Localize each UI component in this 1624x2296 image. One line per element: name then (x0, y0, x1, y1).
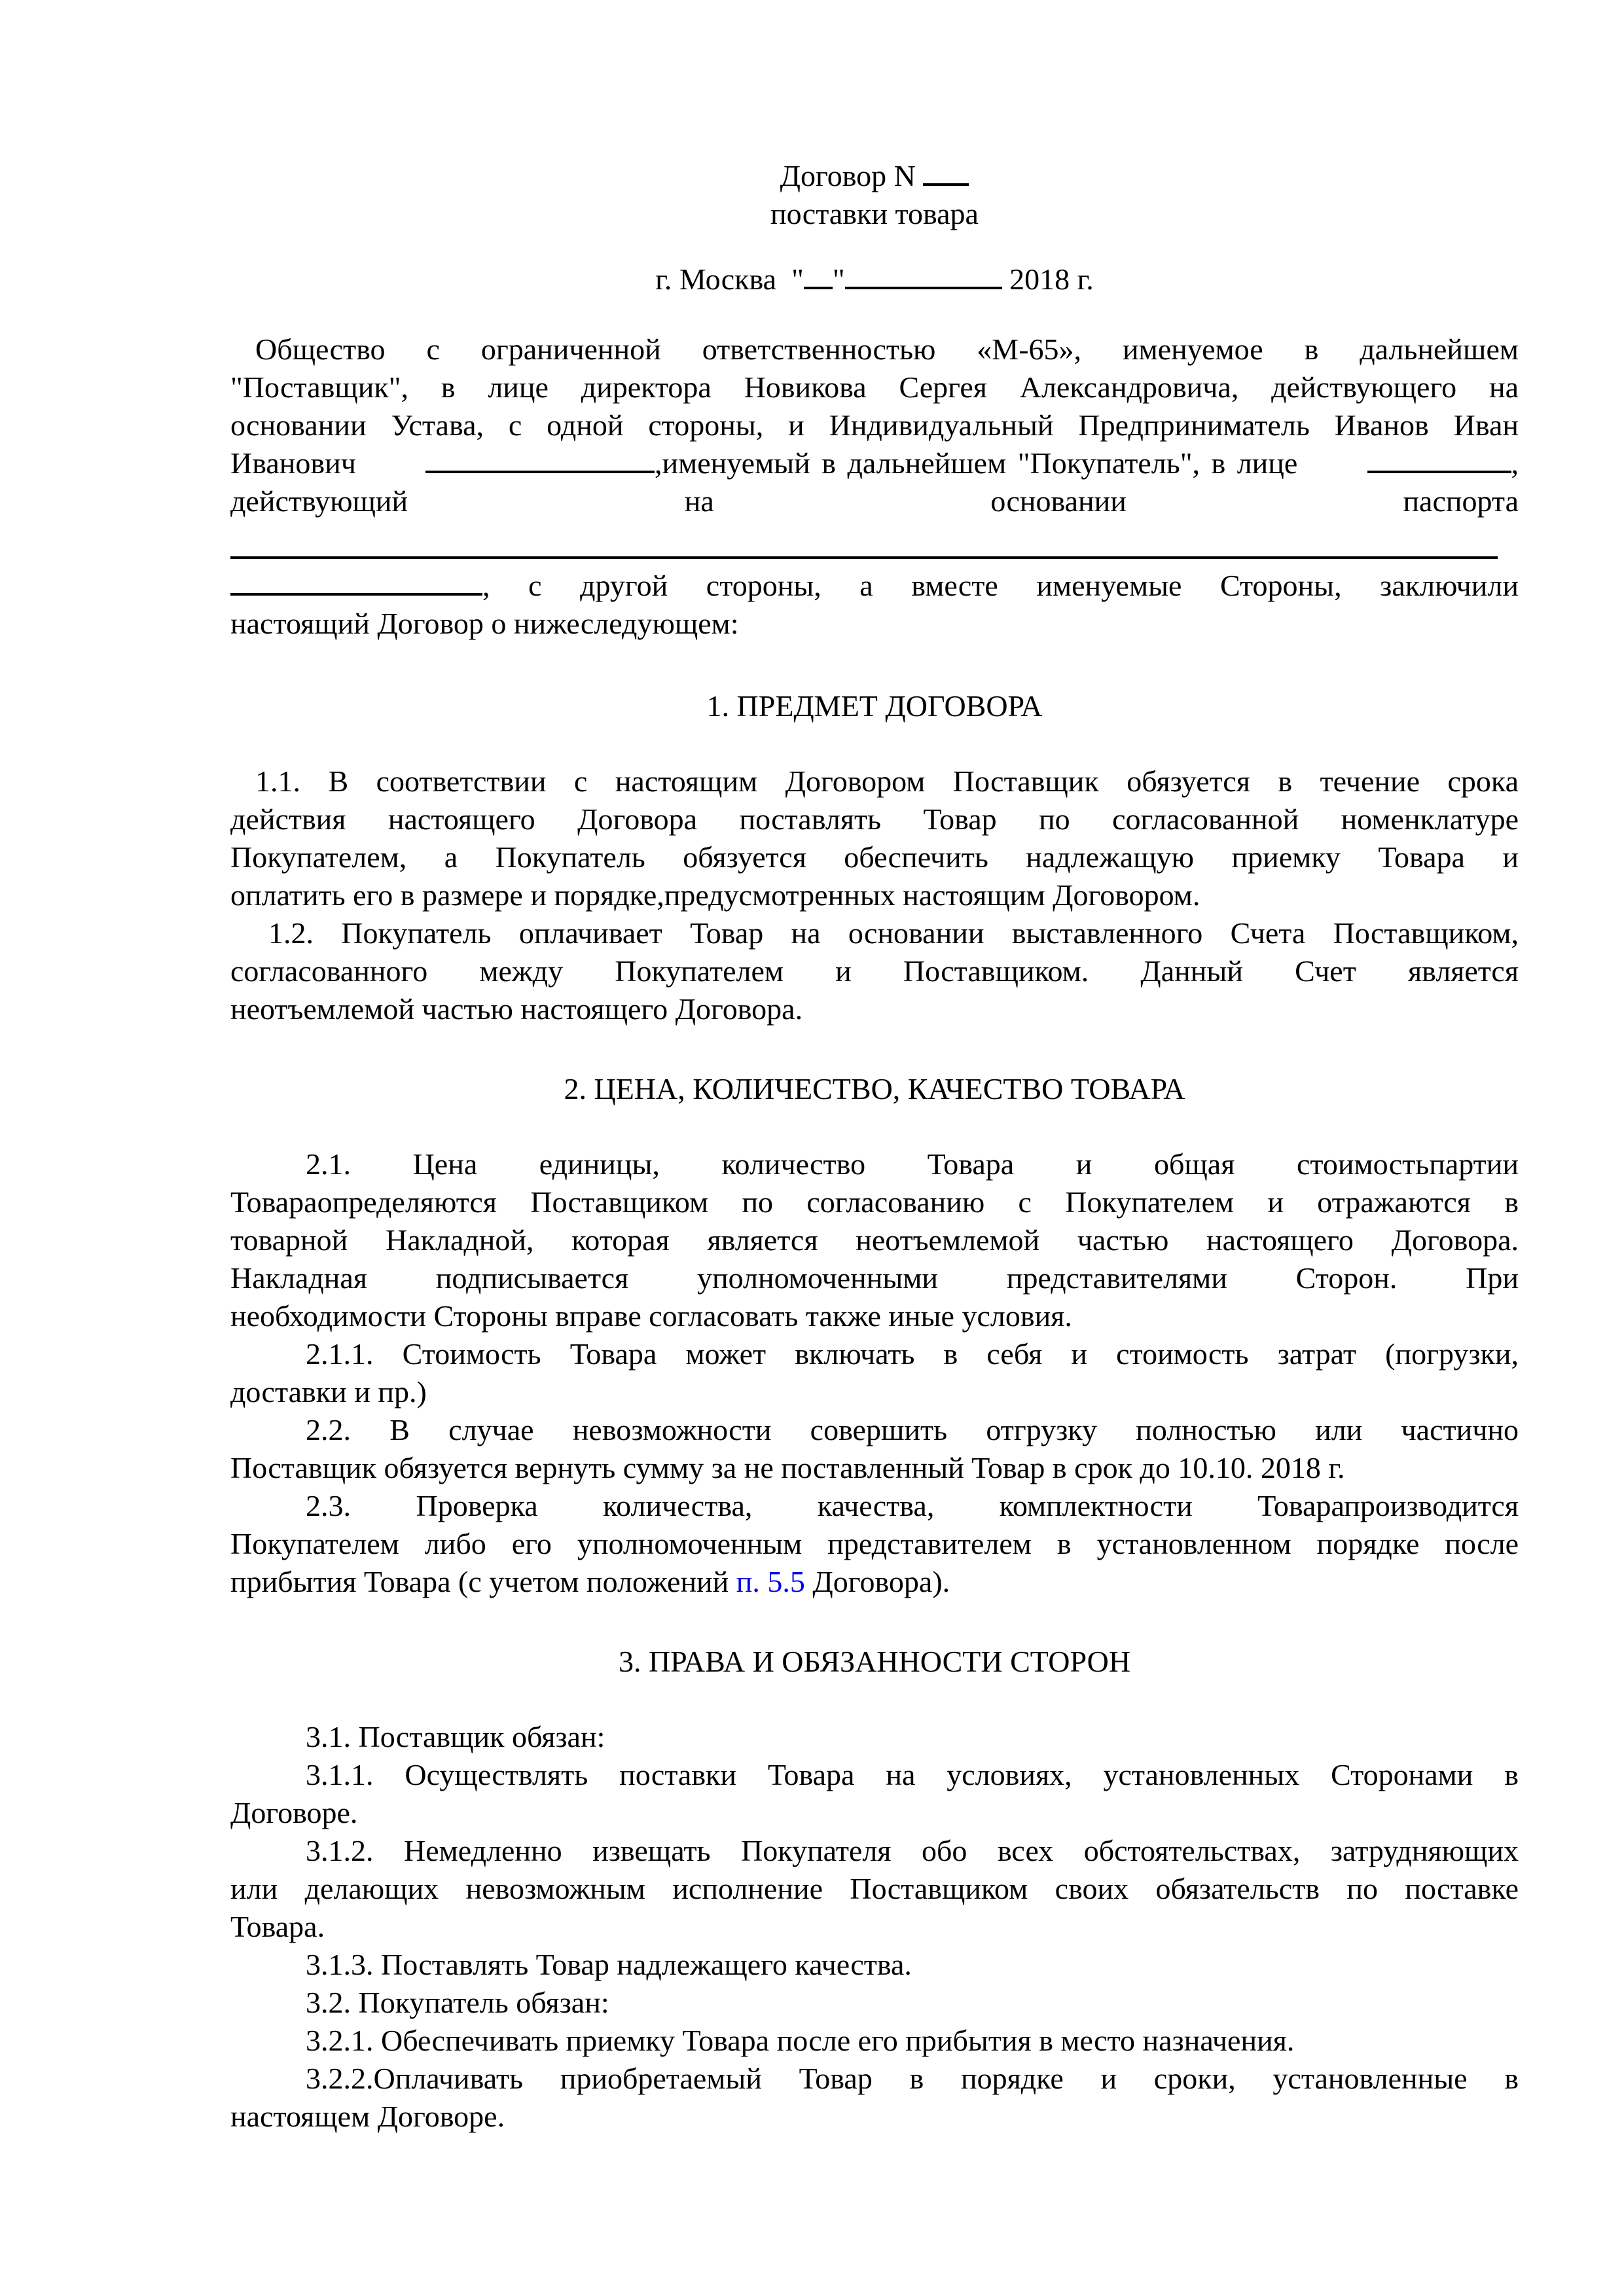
contract-title (230, 157, 1519, 195)
clause-5-5-link[interactable]: п. 5.5 (736, 1565, 805, 1598)
section-2-line: Поставщик обязуется вернуть сумму за не поставленный Товар в срок до 10.10. 2018 г. (230, 1451, 1345, 1484)
preamble-line-8: настоящий Договор о нижеследующем: (230, 607, 739, 640)
section-3-line: 3.1.1. Осуществлять поставки Товара на условиях, установленных Сторонами в (306, 1758, 1519, 1791)
section-3-line: Договоре. (230, 1796, 358, 1829)
section-3-line: 3.1.2. Немедленно извещать Покупателя обо всех обстоятельствах, затрудняющих (306, 1834, 1519, 1867)
word: основании (990, 484, 1127, 518)
buyer-details (425, 444, 1297, 482)
section-3-line: 3.2.2.Оплачивать приобретаемый Товар в порядке и сроки, установленные в (306, 2062, 1519, 2095)
section-2-line: Товараопределяются Поставщиком по согласованию с Покупателем и отражаются в (230, 1185, 1519, 1219)
buyer-name-tail: Иванович (230, 446, 356, 480)
section-2-line: Покупателем либо его уполномоченным представителем в установленном порядке после (230, 1527, 1519, 1560)
section-1-line: оплатить его в размере и порядке,предусмотренных настоящим Договором. (230, 878, 1200, 912)
section-1-line: действия настоящего Договора поставлять Товар по согласованной номенклатуре (230, 802, 1519, 836)
preamble-line-5 (230, 482, 1519, 520)
text: Договора). (812, 1565, 950, 1598)
word: паспорта (1403, 484, 1519, 518)
section-1-line: неотъемлемой частью настоящего Договора. (230, 992, 803, 1026)
section-1-line: согласованного между Покупателем и Поставщиком. Данный Счет является (230, 954, 1519, 988)
passport-details-blank[interactable] (230, 556, 1498, 559)
section-3-line: Товара. (230, 1910, 325, 1943)
section-1-line: Покупателем, а Покупатель обязуется обеспечить надлежащую приемку Товара и (230, 840, 1519, 874)
section-2-last-line (230, 1563, 1519, 1601)
preamble-line-2: "Поставщик", в лице директора Новикова Сергея Александровича, действующего на (230, 370, 1519, 404)
year: 2018 г. (1009, 262, 1094, 296)
other-party-text: , с другой стороны, а вместе именуемые Стороны, заключили (482, 569, 1519, 602)
section-2-line: 2.1. Цена единицы, количество Товара и общая стоимостьпартии (306, 1147, 1519, 1181)
contract-number-blank[interactable] (923, 157, 969, 186)
preamble-line-1: Общество с ограниченной ответственностью «М-65», именуемое в дальнейшем (255, 332, 1519, 366)
month-blank[interactable] (845, 260, 1002, 289)
section-2-title: 2. ЦЕНА, КОЛИЧЕСТВО, КАЧЕСТВО ТОВАРА (564, 1072, 1185, 1105)
preamble-line-4 (230, 444, 1519, 482)
comma: , (1511, 446, 1519, 480)
section-1-line: 1.2. Покупатель оплачивает Товар на основании выставленного Счета Поставщиком, (268, 916, 1519, 950)
section-2-line: 2.3. Проверка количества, качества, комплектности Товарапроизводится (306, 1489, 1519, 1522)
section-3-line: 3.2.1. Обеспечивать приемку Товара после его прибытия в место назначения. (306, 2024, 1295, 2057)
buyer-rep (1367, 444, 1519, 482)
contract-subtitle: поставки товара (770, 197, 979, 230)
section-3-line: 3.1.3. Поставлять Товар надлежащего качества. (306, 1948, 912, 1981)
day-blank[interactable] (804, 260, 833, 289)
preamble-line-7 (230, 567, 1519, 605)
section-2-line: необходимости Стороны вправе согласовать также иные условия. (230, 1299, 1072, 1333)
section-3-line: или делающих невозможным исполнение Поставщиком своих обязательств по поставке (230, 1872, 1519, 1905)
section-1-title: 1. ПРЕДМЕТ ДОГОВОРА (706, 689, 1043, 723)
section-3-title: 3. ПРАВА И ОБЯЗАННОСТИ СТОРОН (618, 1645, 1131, 1678)
buyer-representative-blank[interactable] (1367, 444, 1511, 473)
word: действующий (230, 484, 408, 518)
quote-close: " (832, 262, 845, 296)
preamble-line-3: основании Устава, с одной стороны, и Индивидуальный Предприниматель Иванов Иван (230, 408, 1519, 442)
section-2-line: Накладная подписывается уполномоченными представителями Сторон. При (230, 1261, 1519, 1295)
title-text: Договор N (780, 159, 916, 192)
city-date-line (230, 260, 1519, 298)
buyer-details-blank[interactable] (425, 444, 655, 473)
section-3-line: 3.1. Поставщик обязан: (306, 1720, 605, 1753)
text: прибытия Товара (с учетом положений (230, 1565, 729, 1598)
buyer-named-text: ,именуемый в дальнейшем "Покупатель", в лице (655, 446, 1298, 480)
section-2-line: товарной Накладной, которая является неотъемлемой частью настоящего Договора. (230, 1223, 1519, 1257)
section-3-line: настоящем Договоре. (230, 2100, 505, 2133)
city: г. Москва (655, 262, 777, 296)
section-2-line: доставки и пр.) (230, 1375, 427, 1408)
section-2-line: 2.2. В случае невозможности совершить отгрузку полностью или частично (306, 1413, 1519, 1446)
word: на (684, 484, 714, 518)
section-2-line: 2.1.1. Стоимость Товара может включать в себя и стоимость затрат (погрузки, (306, 1337, 1519, 1371)
passport-details-blank-2[interactable] (230, 567, 482, 596)
section-1-line: 1.1. В соответствии с настоящим Договором Поставщик обязуется в течение срока (255, 764, 1519, 798)
quote-open: " (791, 262, 804, 296)
section-3-line: 3.2. Покупатель обязан: (306, 1986, 609, 2019)
